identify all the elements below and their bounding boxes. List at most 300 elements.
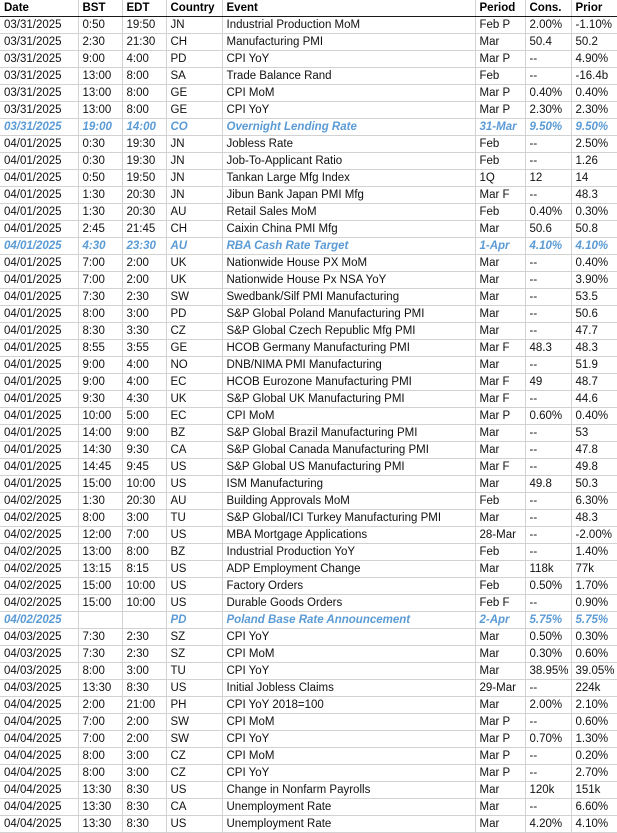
cell-edt: 19:30 [122, 136, 166, 153]
table-row[interactable] [0, 34, 617, 51]
column-header-cons[interactable]: Cons. [525, 0, 571, 17]
cell-bst: 7:00 [78, 731, 122, 748]
cell-edt: 4:00 [122, 51, 166, 68]
cell-bst: 7:00 [78, 272, 122, 289]
cell-edt: 19:30 [122, 153, 166, 170]
table-row[interactable] [0, 204, 617, 221]
table-row[interactable] [0, 425, 617, 442]
cell-bst: 7:00 [78, 255, 122, 272]
cell-cons: 0.60% [525, 408, 571, 425]
cell-event: MBA Mortgage Applications [222, 527, 475, 544]
cell-edt: 2:30 [122, 289, 166, 306]
cell-period: 2-Apr [475, 612, 525, 629]
table-row[interactable] [0, 170, 617, 187]
cell-event: Caixin China PMI Mfg [222, 221, 475, 238]
table-row[interactable] [0, 629, 617, 646]
cell-prior: 2.50% [571, 136, 617, 153]
cell-event: CPI MoM [222, 408, 475, 425]
cell-date: 04/03/2025 [0, 629, 78, 646]
table-row[interactable] [0, 255, 617, 272]
cell-period: Mar [475, 306, 525, 323]
cell-prior: 77k [571, 561, 617, 578]
cell-prior: 151k [571, 782, 617, 799]
cell-event: Overnight Lending Rate [222, 119, 475, 136]
cell-cons: 5.75% [525, 612, 571, 629]
cell-country: CA [166, 442, 222, 459]
cell-prior: 49.8 [571, 459, 617, 476]
table-row[interactable] [0, 595, 617, 612]
table-row[interactable] [0, 612, 617, 629]
cell-cons: 9.50% [525, 119, 571, 136]
cell-date: 04/04/2025 [0, 748, 78, 765]
cell-country: UK [166, 272, 222, 289]
column-header-edt[interactable]: EDT [122, 0, 166, 17]
cell-edt: 10:00 [122, 476, 166, 493]
cell-date: 04/01/2025 [0, 459, 78, 476]
cell-date: 04/04/2025 [0, 765, 78, 782]
cell-cons: 0.50% [525, 629, 571, 646]
cell-country: CZ [166, 323, 222, 340]
table-row[interactable] [0, 340, 617, 357]
cell-edt: 2:30 [122, 646, 166, 663]
column-header-bst[interactable]: BST [78, 0, 122, 17]
cell-edt: 4:30 [122, 391, 166, 408]
cell-bst: 14:00 [78, 425, 122, 442]
cell-prior: 6.30% [571, 493, 617, 510]
cell-prior: 1.40% [571, 544, 617, 561]
cell-edt [122, 612, 166, 629]
cell-country: PD [166, 612, 222, 629]
cell-country: SW [166, 289, 222, 306]
cell-period: Mar P [475, 408, 525, 425]
cell-bst: 4:30 [78, 238, 122, 255]
cell-country: SA [166, 68, 222, 85]
cell-prior: 14 [571, 170, 617, 187]
cell-event: Initial Jobless Claims [222, 680, 475, 697]
cell-prior: 0.40% [571, 408, 617, 425]
table-row[interactable] [0, 748, 617, 765]
cell-cons: -- [525, 391, 571, 408]
cell-bst [78, 612, 122, 629]
cell-event: CPI YoY [222, 731, 475, 748]
cell-bst: 13:00 [78, 68, 122, 85]
cell-event: Nationwide House Px NSA YoY [222, 272, 475, 289]
cell-country: US [166, 680, 222, 697]
cell-bst: 8:30 [78, 323, 122, 340]
cell-prior: 2.30% [571, 102, 617, 119]
cell-date: 04/01/2025 [0, 323, 78, 340]
cell-date: 04/01/2025 [0, 306, 78, 323]
column-header-prior[interactable]: Prior [571, 0, 617, 17]
column-header-country[interactable]: Country [166, 0, 222, 17]
cell-cons: -- [525, 68, 571, 85]
table-body [0, 17, 617, 833]
cell-event: CPI MoM [222, 714, 475, 731]
column-header-event[interactable]: Event [222, 0, 475, 17]
cell-prior: -16.4b [571, 68, 617, 85]
cell-prior: 0.30% [571, 629, 617, 646]
table-row[interactable] [0, 187, 617, 204]
cell-edt: 3:00 [122, 765, 166, 782]
cell-edt: 14:00 [122, 119, 166, 136]
cell-period: Mar [475, 782, 525, 799]
table-row[interactable] [0, 799, 617, 816]
cell-period: Mar P [475, 731, 525, 748]
cell-bst: 7:30 [78, 629, 122, 646]
cell-event: Poland Base Rate Announcement [222, 612, 475, 629]
cell-date: 04/02/2025 [0, 612, 78, 629]
cell-cons: -- [525, 153, 571, 170]
cell-bst: 10:00 [78, 408, 122, 425]
cell-date: 04/02/2025 [0, 595, 78, 612]
cell-edt: 2:00 [122, 255, 166, 272]
cell-date: 04/01/2025 [0, 170, 78, 187]
cell-cons: 50.4 [525, 34, 571, 51]
cell-cons: 2.00% [525, 17, 571, 34]
cell-event: S&P Global Canada Manufacturing PMI [222, 442, 475, 459]
table-row[interactable] [0, 714, 617, 731]
cell-cons: -- [525, 306, 571, 323]
cell-period: Mar [475, 425, 525, 442]
cell-edt: 21:30 [122, 34, 166, 51]
cell-prior: 4.10% [571, 816, 617, 833]
cell-period: 31-Mar [475, 119, 525, 136]
table-row[interactable] [0, 68, 617, 85]
cell-country: SZ [166, 646, 222, 663]
cell-date: 04/04/2025 [0, 782, 78, 799]
cell-edt: 19:50 [122, 170, 166, 187]
cell-date: 04/01/2025 [0, 374, 78, 391]
cell-prior: 4.10% [571, 238, 617, 255]
cell-bst: 8:55 [78, 340, 122, 357]
cell-country: UK [166, 255, 222, 272]
cell-period: Mar [475, 357, 525, 374]
cell-date: 04/01/2025 [0, 272, 78, 289]
table-row[interactable] [0, 493, 617, 510]
cell-date: 04/02/2025 [0, 493, 78, 510]
cell-event: ISM Manufacturing [222, 476, 475, 493]
cell-edt: 5:00 [122, 408, 166, 425]
cell-country: JN [166, 136, 222, 153]
cell-edt: 7:00 [122, 527, 166, 544]
cell-period: 1-Apr [475, 238, 525, 255]
cell-period: Mar [475, 799, 525, 816]
cell-prior: 47.8 [571, 442, 617, 459]
table-row[interactable] [0, 51, 617, 68]
cell-country: CH [166, 221, 222, 238]
cell-period: Mar F [475, 374, 525, 391]
cell-edt: 8:15 [122, 561, 166, 578]
cell-bst: 9:00 [78, 357, 122, 374]
cell-edt: 9:30 [122, 442, 166, 459]
cell-prior: 47.7 [571, 323, 617, 340]
table-row[interactable] [0, 731, 617, 748]
cell-cons: -- [525, 442, 571, 459]
cell-period: Mar F [475, 459, 525, 476]
cell-edt: 4:00 [122, 374, 166, 391]
cell-event: S&P Global UK Manufacturing PMI [222, 391, 475, 408]
cell-cons: -- [525, 765, 571, 782]
cell-country: SW [166, 714, 222, 731]
table-row[interactable] [0, 408, 617, 425]
table-row[interactable] [0, 646, 617, 663]
cell-country: BZ [166, 544, 222, 561]
table-row[interactable] [0, 442, 617, 459]
cell-prior: 0.40% [571, 255, 617, 272]
cell-cons: -- [525, 459, 571, 476]
cell-period: Mar [475, 476, 525, 493]
table-row[interactable] [0, 459, 617, 476]
cell-country: SZ [166, 629, 222, 646]
cell-date: 03/31/2025 [0, 17, 78, 34]
cell-country: GE [166, 102, 222, 119]
cell-bst: 13:00 [78, 544, 122, 561]
cell-event: Nationwide House PX MoM [222, 255, 475, 272]
cell-prior: -2.00% [571, 527, 617, 544]
cell-event: Unemployment Rate [222, 816, 475, 833]
cell-country: CZ [166, 748, 222, 765]
cell-date: 04/01/2025 [0, 187, 78, 204]
cell-event: Manufacturing PMI [222, 34, 475, 51]
cell-bst: 1:30 [78, 187, 122, 204]
cell-bst: 13:30 [78, 799, 122, 816]
cell-event: HCOB Germany Manufacturing PMI [222, 340, 475, 357]
cell-period: Mar P [475, 765, 525, 782]
cell-date: 04/01/2025 [0, 238, 78, 255]
cell-period: Feb [475, 204, 525, 221]
cell-date: 04/01/2025 [0, 391, 78, 408]
column-header-date[interactable]: Date [0, 0, 78, 17]
cell-date: 04/02/2025 [0, 544, 78, 561]
cell-date: 03/31/2025 [0, 51, 78, 68]
cell-edt: 8:00 [122, 102, 166, 119]
cell-prior: 48.3 [571, 340, 617, 357]
cell-prior: 1.70% [571, 578, 617, 595]
cell-period: Feb [475, 578, 525, 595]
cell-period: Feb [475, 544, 525, 561]
cell-cons: -- [525, 289, 571, 306]
table-row[interactable] [0, 816, 617, 833]
table-row[interactable] [0, 17, 617, 34]
table-row[interactable] [0, 391, 617, 408]
cell-country: AU [166, 493, 222, 510]
cell-date: 04/02/2025 [0, 578, 78, 595]
cell-edt: 3:00 [122, 663, 166, 680]
table-row[interactable] [0, 306, 617, 323]
cell-country: AU [166, 204, 222, 221]
cell-cons: 50.6 [525, 221, 571, 238]
cell-bst: 9:00 [78, 51, 122, 68]
column-header-period[interactable]: Period [475, 0, 525, 17]
cell-prior: 44.6 [571, 391, 617, 408]
cell-date: 04/01/2025 [0, 340, 78, 357]
cell-cons: -- [525, 595, 571, 612]
cell-prior: 6.60% [571, 799, 617, 816]
table-row[interactable] [0, 136, 617, 153]
cell-country: TU [166, 510, 222, 527]
table-row[interactable] [0, 663, 617, 680]
cell-prior: 5.75% [571, 612, 617, 629]
cell-event: Retail Sales MoM [222, 204, 475, 221]
cell-event: Building Approvals MoM [222, 493, 475, 510]
cell-period: Feb [475, 493, 525, 510]
table-row[interactable] [0, 510, 617, 527]
cell-cons: -- [525, 51, 571, 68]
cell-event: S&P Global/ICI Turkey Manufacturing PMI [222, 510, 475, 527]
cell-edt: 8:30 [122, 799, 166, 816]
cell-edt: 8:00 [122, 68, 166, 85]
cell-cons: -- [525, 136, 571, 153]
cell-country: UK [166, 391, 222, 408]
table-row[interactable] [0, 561, 617, 578]
cell-bst: 8:00 [78, 306, 122, 323]
cell-period: Mar [475, 323, 525, 340]
table-row[interactable] [0, 544, 617, 561]
cell-bst: 7:30 [78, 289, 122, 306]
cell-event: HCOB Eurozone Manufacturing PMI [222, 374, 475, 391]
table-row[interactable] [0, 85, 617, 102]
cell-event: Factory Orders [222, 578, 475, 595]
cell-prior: 51.9 [571, 357, 617, 374]
cell-period: Mar [475, 272, 525, 289]
cell-edt: 2:00 [122, 714, 166, 731]
cell-bst: 0:30 [78, 136, 122, 153]
cell-country: CZ [166, 765, 222, 782]
cell-country: CH [166, 34, 222, 51]
header-row [0, 0, 617, 17]
cell-bst: 13:15 [78, 561, 122, 578]
cell-edt: 8:00 [122, 85, 166, 102]
cell-prior: 50.2 [571, 34, 617, 51]
cell-country: US [166, 561, 222, 578]
cell-event: S&P Global Poland Manufacturing PMI [222, 306, 475, 323]
cell-country: PD [166, 51, 222, 68]
cell-date: 03/31/2025 [0, 68, 78, 85]
cell-bst: 13:30 [78, 782, 122, 799]
cell-country: PH [166, 697, 222, 714]
cell-event: RBA Cash Rate Target [222, 238, 475, 255]
cell-event: Jibun Bank Japan PMI Mfg [222, 187, 475, 204]
cell-cons: 0.50% [525, 578, 571, 595]
cell-bst: 8:00 [78, 765, 122, 782]
table-row[interactable] [0, 680, 617, 697]
cell-period: Feb [475, 136, 525, 153]
table-row[interactable] [0, 102, 617, 119]
cell-bst: 8:00 [78, 663, 122, 680]
cell-period: Mar [475, 255, 525, 272]
cell-period: Mar F [475, 391, 525, 408]
cell-country: EC [166, 374, 222, 391]
cell-date: 04/01/2025 [0, 136, 78, 153]
cell-date: 03/31/2025 [0, 119, 78, 136]
cell-period: Feb F [475, 595, 525, 612]
cell-bst: 12:00 [78, 527, 122, 544]
cell-cons: 0.40% [525, 204, 571, 221]
cell-bst: 7:00 [78, 714, 122, 731]
cell-edt: 20:30 [122, 204, 166, 221]
cell-event: CPI YoY 2018=100 [222, 697, 475, 714]
cell-edt: 10:00 [122, 595, 166, 612]
cell-cons: 38.95% [525, 663, 571, 680]
cell-prior: -1.10% [571, 17, 617, 34]
cell-country: EC [166, 408, 222, 425]
table-row[interactable] [0, 153, 617, 170]
cell-bst: 15:00 [78, 595, 122, 612]
table-row[interactable] [0, 323, 617, 340]
table-row[interactable] [0, 578, 617, 595]
cell-prior: 50.3 [571, 476, 617, 493]
cell-event: S&P Global US Manufacturing PMI [222, 459, 475, 476]
cell-country: PD [166, 306, 222, 323]
cell-period: Feb [475, 153, 525, 170]
cell-date: 04/04/2025 [0, 714, 78, 731]
cell-edt: 21:00 [122, 697, 166, 714]
cell-event: CPI YoY [222, 765, 475, 782]
cell-period: Mar [475, 816, 525, 833]
cell-period: Mar F [475, 340, 525, 357]
cell-prior: 2.70% [571, 765, 617, 782]
cell-bst: 7:30 [78, 646, 122, 663]
cell-edt: 3:00 [122, 306, 166, 323]
cell-edt: 2:30 [122, 629, 166, 646]
cell-cons: -- [525, 493, 571, 510]
table-row[interactable] [0, 765, 617, 782]
cell-event: Industrial Production YoY [222, 544, 475, 561]
cell-edt: 10:00 [122, 578, 166, 595]
cell-cons: 49 [525, 374, 571, 391]
table-row[interactable] [0, 238, 617, 255]
cell-cons: -- [525, 799, 571, 816]
table-row[interactable] [0, 272, 617, 289]
cell-country: AU [166, 238, 222, 255]
cell-country: SW [166, 731, 222, 748]
table-header [0, 0, 617, 17]
cell-country: US [166, 527, 222, 544]
cell-event: S&P Global Brazil Manufacturing PMI [222, 425, 475, 442]
cell-bst: 13:30 [78, 680, 122, 697]
cell-edt: 8:30 [122, 680, 166, 697]
cell-edt: 23:30 [122, 238, 166, 255]
cell-event: Tankan Large Mfg Index [222, 170, 475, 187]
table-row[interactable] [0, 697, 617, 714]
cell-period: Feb [475, 68, 525, 85]
table-row[interactable] [0, 782, 617, 799]
table-row[interactable] [0, 476, 617, 493]
cell-prior: 2.10% [571, 697, 617, 714]
cell-country: CO [166, 119, 222, 136]
cell-edt: 3:00 [122, 510, 166, 527]
cell-prior: 224k [571, 680, 617, 697]
cell-country: US [166, 816, 222, 833]
cell-bst: 0:30 [78, 153, 122, 170]
cell-event: Job-To-Applicant Ratio [222, 153, 475, 170]
table-row[interactable] [0, 357, 617, 374]
cell-country: JN [166, 153, 222, 170]
table-row[interactable] [0, 221, 617, 238]
cell-event: CPI MoM [222, 748, 475, 765]
table-row[interactable] [0, 289, 617, 306]
cell-period: Feb P [475, 17, 525, 34]
table-row[interactable] [0, 527, 617, 544]
cell-edt: 2:00 [122, 272, 166, 289]
cell-event: Swedbank/Silf PMI Manufacturing [222, 289, 475, 306]
cell-prior: 0.60% [571, 714, 617, 731]
table-row[interactable] [0, 119, 617, 136]
table-row[interactable] [0, 374, 617, 391]
cell-cons: 49.8 [525, 476, 571, 493]
cell-date: 04/04/2025 [0, 816, 78, 833]
cell-bst: 13:00 [78, 85, 122, 102]
